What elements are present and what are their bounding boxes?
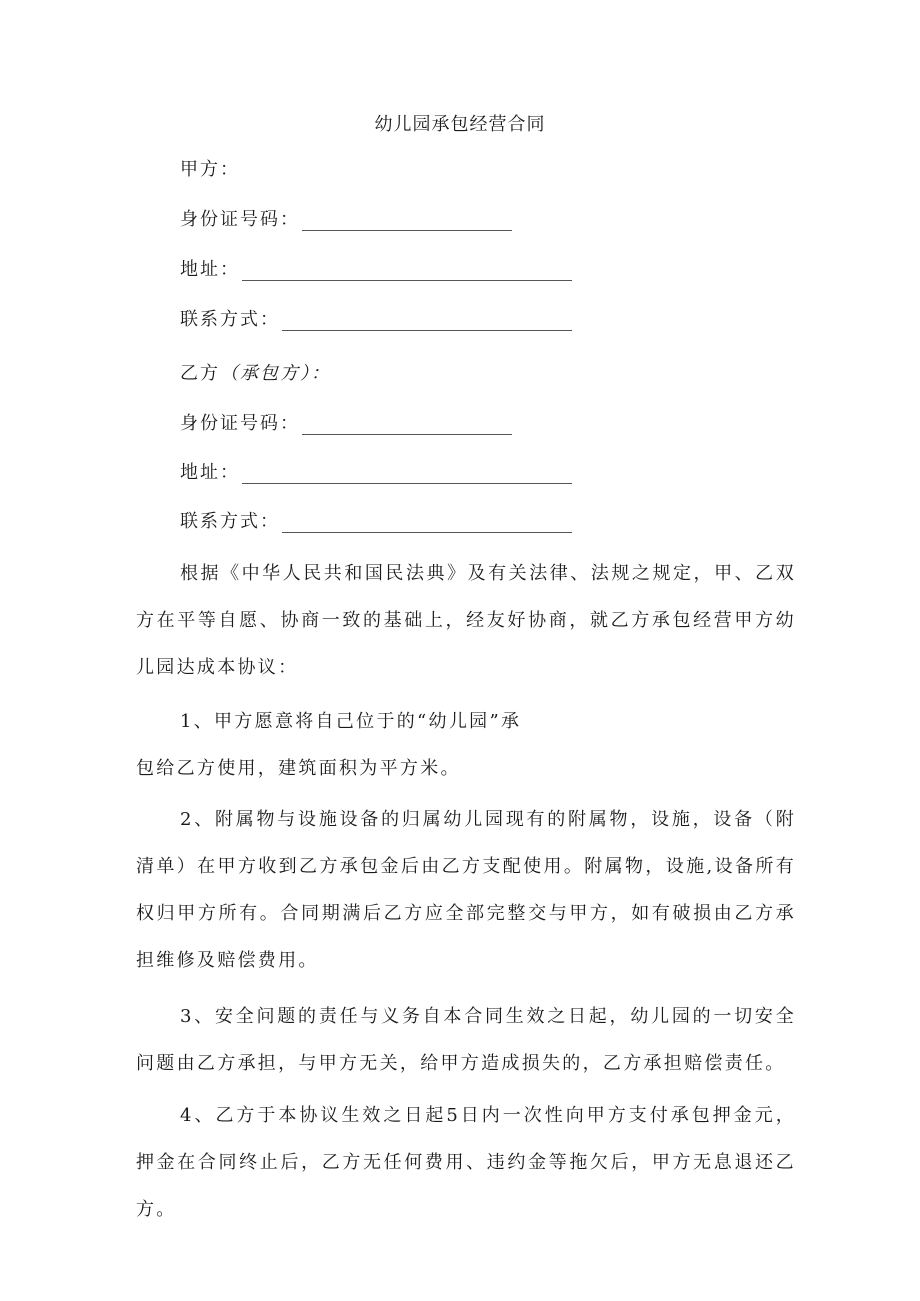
clause-4-paragraph: 4、乙方于本协议生效之日起5日内一次性向甲方支付承包押金元，押金在合同终止后，乙方无任何费用、违约金等拖欠后，甲方无息退还乙方。 [136, 1105, 796, 1220]
party-a-address-label: 地址： [180, 259, 240, 280]
party-b-id-row [180, 409, 512, 435]
clause-1-line-2: 包给乙方使用，建筑面积为平方米。 [136, 758, 461, 779]
party-b-address-label: 地址： [180, 462, 240, 483]
party-a-address-row [180, 255, 572, 281]
party-b-contact-field[interactable] [282, 514, 572, 533]
clause-2-paragraph: 2、附属物与设施设备的归属幼儿园现有的附属物，设施，设备（附清单）在甲方收到乙方承包金后由乙方支配使用。附属物，设施,设备所有权归甲方所有。合同期满后乙方应全部完整交与甲方，如有破损由乙方承担维修及赔偿费用。 [136, 809, 796, 971]
party-b-id-field[interactable] [302, 416, 512, 435]
party-b-id-label: 身份证号码： [180, 413, 300, 434]
party-a-id-field[interactable] [302, 212, 512, 231]
party-a-heading [180, 155, 240, 181]
party-b-heading-label: 乙方 [180, 363, 220, 384]
intro-paragraph: 根据《中华人民共和国民法典》及有关法律、法规之规定，甲、乙双方在平等自愿、协商一致的基础上，经友好协商，就乙方承包经营甲方幼儿园达成本协议： [136, 563, 796, 678]
party-a-contact-row [180, 305, 572, 331]
party-b-contact-row [180, 507, 572, 533]
party-a-contact-field[interactable] [282, 312, 572, 331]
clause-1-line-1: 1、甲方愿意将自己位于的“幼儿园”承 [180, 711, 522, 732]
party-b-address-field[interactable] [242, 465, 572, 484]
party-b-heading [180, 359, 331, 385]
party-a-heading-label: 甲方： [180, 159, 240, 180]
party-b-contact-label: 联系方式： [180, 511, 280, 532]
party-b-address-row [180, 458, 572, 484]
party-b-heading-note: （承包方）： [220, 363, 331, 384]
party-a-id-row [180, 205, 512, 231]
document-title: 幼儿园承包经营合同 [374, 114, 546, 135]
party-a-id-label: 身份证号码： [180, 209, 300, 230]
clause-3-paragraph: 3、安全问题的责任与义务自本合同生效之日起，幼儿园的一切安全问题由乙方承担，与甲方无关，给甲方造成损失的，乙方承担赔偿责任。 [136, 1006, 796, 1074]
party-a-address-field[interactable] [242, 262, 572, 281]
party-a-contact-label: 联系方式： [180, 309, 280, 330]
